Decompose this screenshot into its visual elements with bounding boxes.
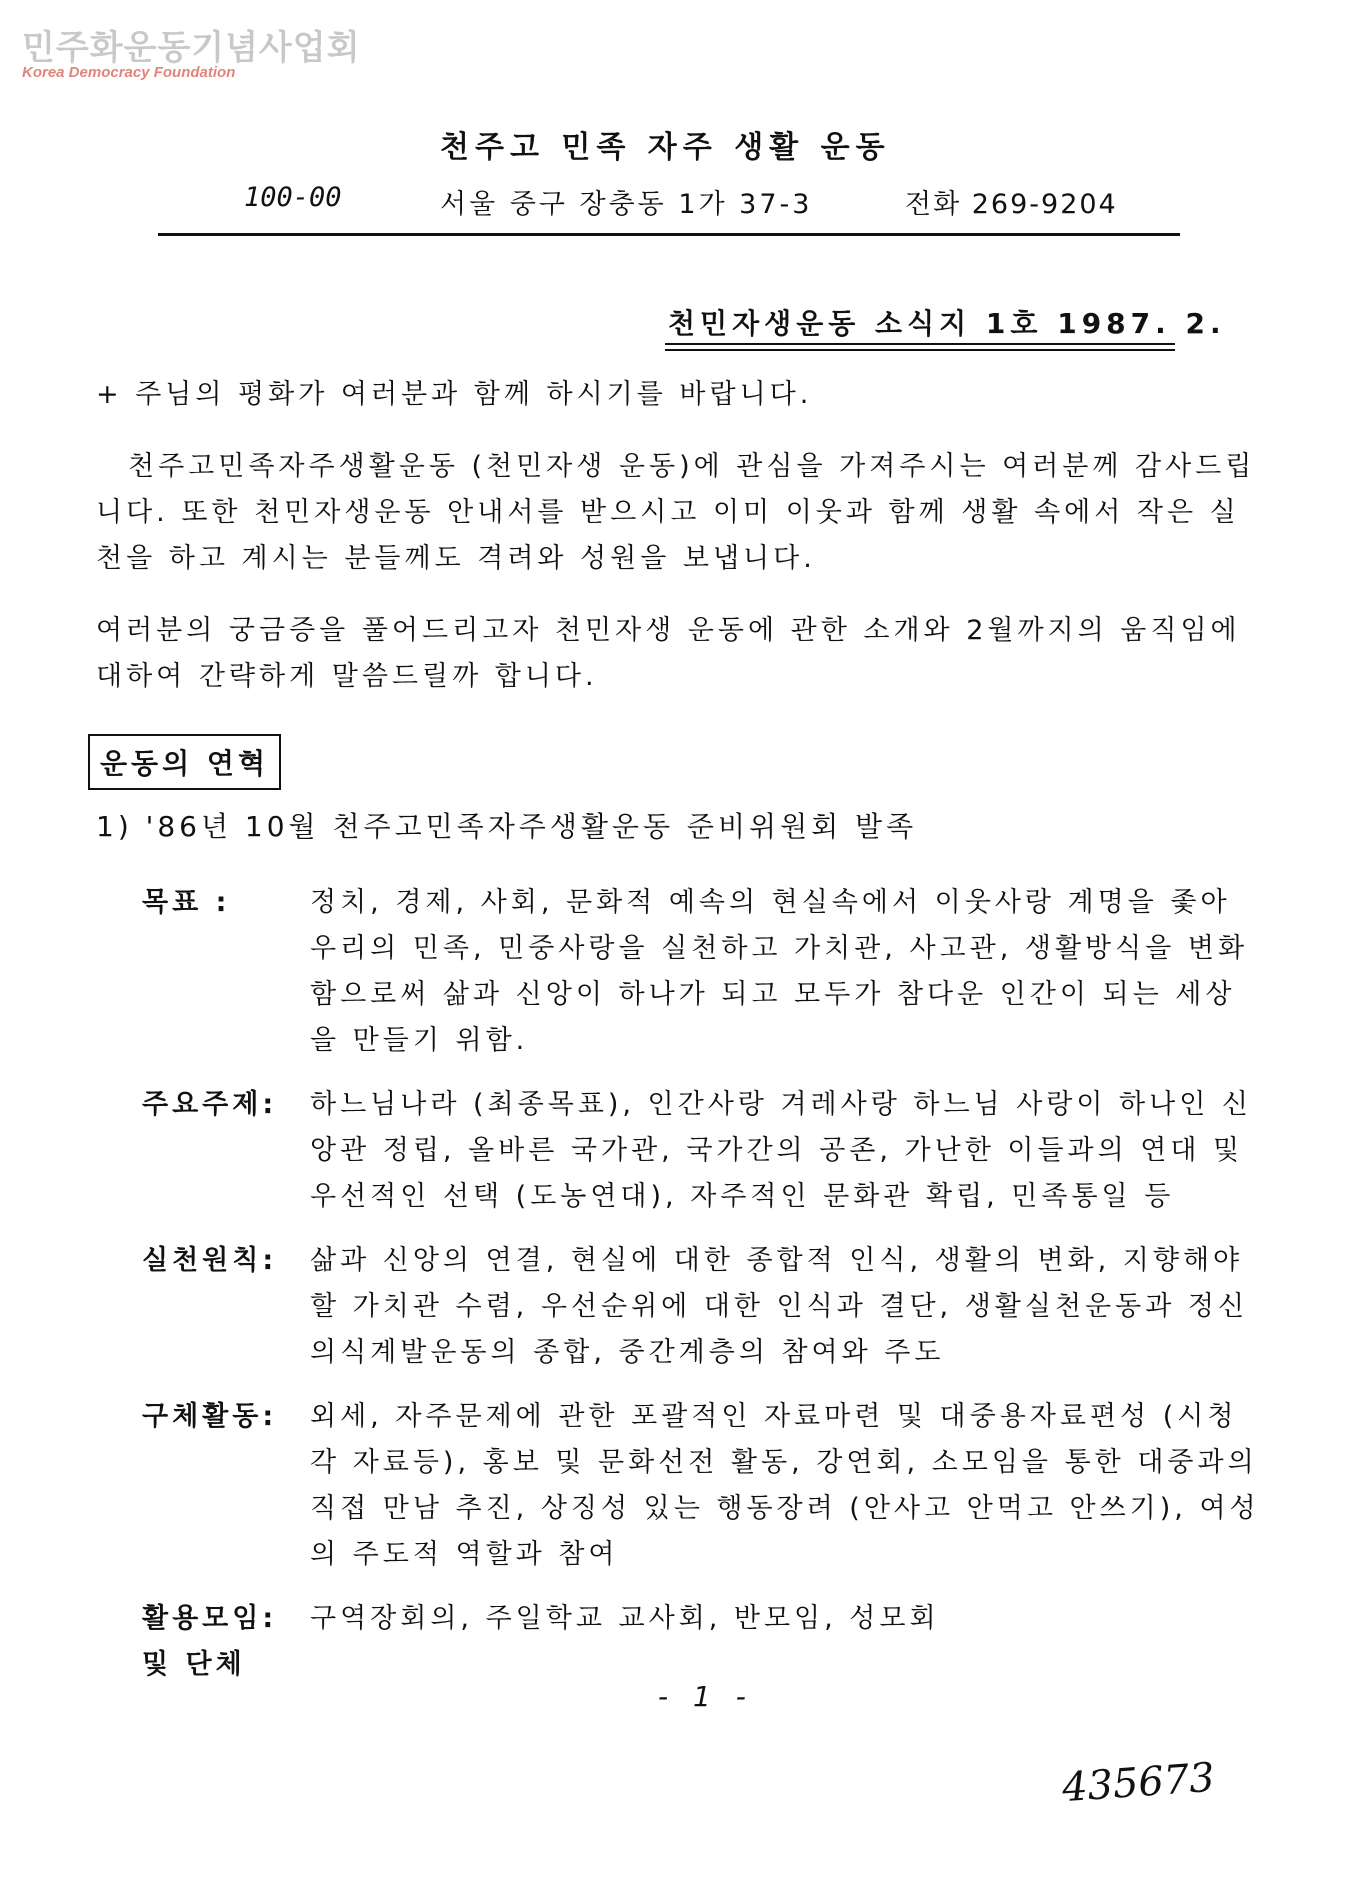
row-activities xyxy=(142,1394,1262,1578)
row-label: 목표 : xyxy=(142,887,231,918)
purpose-paragraph: 여러분의 궁금증을 풀어드리고자 천민자생 운동에 관한 소개와 2월까지의 움직임에 대하여 간략하게 말씀드릴까 합니다. xyxy=(96,615,1241,692)
address: 서울 중구 장충동 1가 37-3 xyxy=(440,189,813,220)
definition-list xyxy=(142,880,1262,1706)
row-groups xyxy=(142,1596,1262,1688)
greeting-paragraph: + 주님의 평화가 여러분과 함께 하시기를 바랍니다. xyxy=(96,379,813,410)
row-goal xyxy=(142,880,1262,1064)
header-divider xyxy=(158,233,1180,236)
section-heading-history: 운동의 연혁 xyxy=(88,734,281,790)
issue-underline-bottom xyxy=(665,349,1175,351)
row-text: 삶과 신앙의 연결, 현실에 대한 종합적 인식, 생활의 변화, 지향해야 할 가치관 수렴, 우선순위에 대한 인식과 결단, 생활실천운동과 정신의식계발운동의 종합, 중간계층의 참여와 주도 xyxy=(310,1245,1249,1368)
row-text: 정치, 경제, 사회, 문화적 예속의 현실속에서 이웃사랑 계명을 좇아 우리의 민족, 민중사랑을 실천하고 가치관, 사고관, 생활방식을 변화함으로써 삶과 신앙이 하나가 되고 모두가 참다운 인간이 되는 세상을 만들기 위함. xyxy=(310,887,1249,1056)
row-text: 외세, 자주문제에 관한 포괄적인 자료마련 및 대중용자료편성 (시청각 자료등), 홍보 및 문화선전 활동, 강연회, 소모임을 통한 대중과의 직접 만남 추진, 상징성 있는 행동장려 (안사고 안먹고 안쓰기), 여성의 주도적 역할과 참여 xyxy=(310,1401,1260,1570)
newsletter-issue: 천민자생운동 소식지 1호 1987. 2. xyxy=(668,307,1226,340)
watermark-korean: 민주화운동기념사업회 xyxy=(22,28,361,68)
row-principles xyxy=(142,1238,1262,1376)
phone-number: 전화 269-9204 xyxy=(905,189,1118,220)
handwritten-archive-number: 435673 xyxy=(1060,1754,1217,1812)
watermark-english: Korea Democracy Foundation xyxy=(22,64,236,81)
row-label: 주요주제: xyxy=(142,1089,278,1120)
history-item-1: 1) '86년 10월 천주고민족자주생활운동 준비위원회 발족 xyxy=(96,810,918,843)
row-text: 하느님나라 (최종목표), 인간사랑 겨레사랑 하느님 사랑이 하나인 신앙관 정립, 올바른 국가관, 국가간의 공존, 가난한 이들과의 연대 및 우선적인 선택 (도농연대), 자주적인 문화관 확립, 민족통일 등 xyxy=(310,1089,1252,1212)
row-main-themes xyxy=(142,1082,1262,1220)
intro-paragraph: 천주고민족자주생활운동 (천민자생 운동)에 관심을 가져주시는 여러분께 감사드립니다. 또한 천민자생운동 안내서를 받으시고 이미 이웃과 함께 생활 속에서 작은 실천을 하고 계시는 분들께도 격려와 성원을 보냅니다. xyxy=(96,451,1256,574)
issue-underline-top xyxy=(665,343,1175,345)
row-label: 실천원칙: xyxy=(142,1245,278,1276)
row-label: 활용모임: 및 단체 xyxy=(142,1603,278,1680)
zip-code: 100-00 xyxy=(244,182,342,213)
page-number: - 1 - xyxy=(658,1680,754,1713)
organization-title: 천주고 민족 자주 생활 운동 xyxy=(440,130,891,165)
row-label: 구체활동: xyxy=(142,1401,278,1432)
row-text: 구역장회의, 주일학교 교사회, 반모임, 성모회 xyxy=(310,1603,940,1634)
